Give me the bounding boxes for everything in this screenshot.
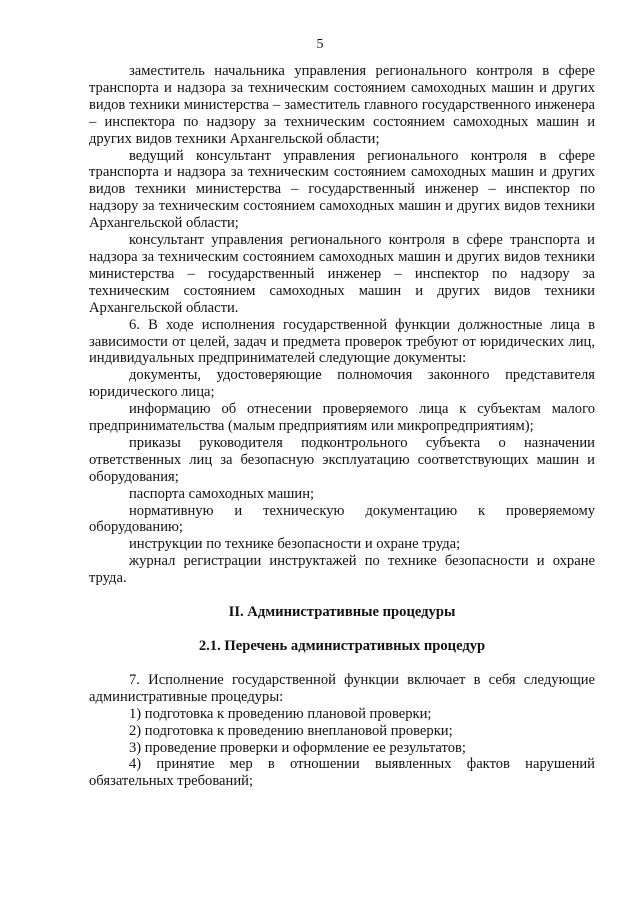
paragraph: ведущий консультант управления регионального контроля в сфере транспорта и надзора за техническим состоянием самоходных машин и других видов техники министерства – государственный инженер – инспектор по надзору за техническим состоянием самоходных машин и других видов техники Архангельской области;	[89, 147, 595, 232]
paragraph: инструкции по технике безопасности и охране труда;	[129, 536, 461, 553]
document-body	[89, 63, 595, 790]
paragraph: журнал регистрации инструктажей по технике безопасности и охране труда.	[89, 553, 595, 587]
section-heading: II. Административные процедуры	[228, 604, 456, 621]
paragraph: приказы руководителя подконтрольного субъекта о назначении ответственных лиц за безопасную эксплуатацию соответствующих машин и оборудования;	[89, 434, 595, 485]
spacer	[89, 655, 595, 672]
list-item: 2) подготовка к проведению внеплановой проверки;	[129, 722, 453, 739]
spacer	[89, 621, 595, 638]
subsection-heading: 2.1. Перечень административных процедур	[198, 638, 486, 654]
paragraph: информацию об отнесении проверяемого лица к субъектам малого предпринимательства (малым предприятиям или микропредприятиям);	[89, 401, 595, 435]
paragraph: заместитель начальника управления регионального контроля в сфере транспорта и надзора за техническим состоянием самоходных машин и других видов техники министерства – заместитель главного государственного инженера – инспектора по надзору за техническим состоянием самоходных машин и других видов техники Архангельской области;	[89, 63, 595, 147]
list-item: 3) проведение проверки и оформление ее результатов;	[129, 739, 466, 756]
list-item: 1) подготовка к проведению плановой проверки;	[129, 705, 432, 722]
list-item: 4) принятие мер в отношении выявленных фактов нарушений обязательных требований;	[89, 756, 595, 790]
paragraph: документы, удостоверяющие полномочия законного представителя юридического лица;	[89, 367, 595, 401]
paragraph: паспорта самоходных машин;	[129, 485, 315, 502]
paragraph: 7. Исполнение государственной функции включает в себя следующие административные процедуры:	[89, 671, 595, 705]
paragraph: 6. В ходе исполнения государственной функции должностные лица в зависимости от целей, задач и предмета проверок требуют от юридических лиц, индивидуальных предпринимателей следующие документы:	[89, 316, 595, 367]
page-number: 5	[316, 37, 324, 52]
paragraph: нормативную и техническую документацию к проверяемому оборудованию;	[89, 502, 595, 536]
spacer	[89, 587, 595, 604]
paragraph: консультант управления регионального контроля в сфере транспорта и надзора за техническим состоянием самоходных машин и других видов техники министерства – государственный инженер – инспектор по надзору за техническим состоянием самоходных машин и других видов техники Архангельской области.	[89, 232, 595, 316]
